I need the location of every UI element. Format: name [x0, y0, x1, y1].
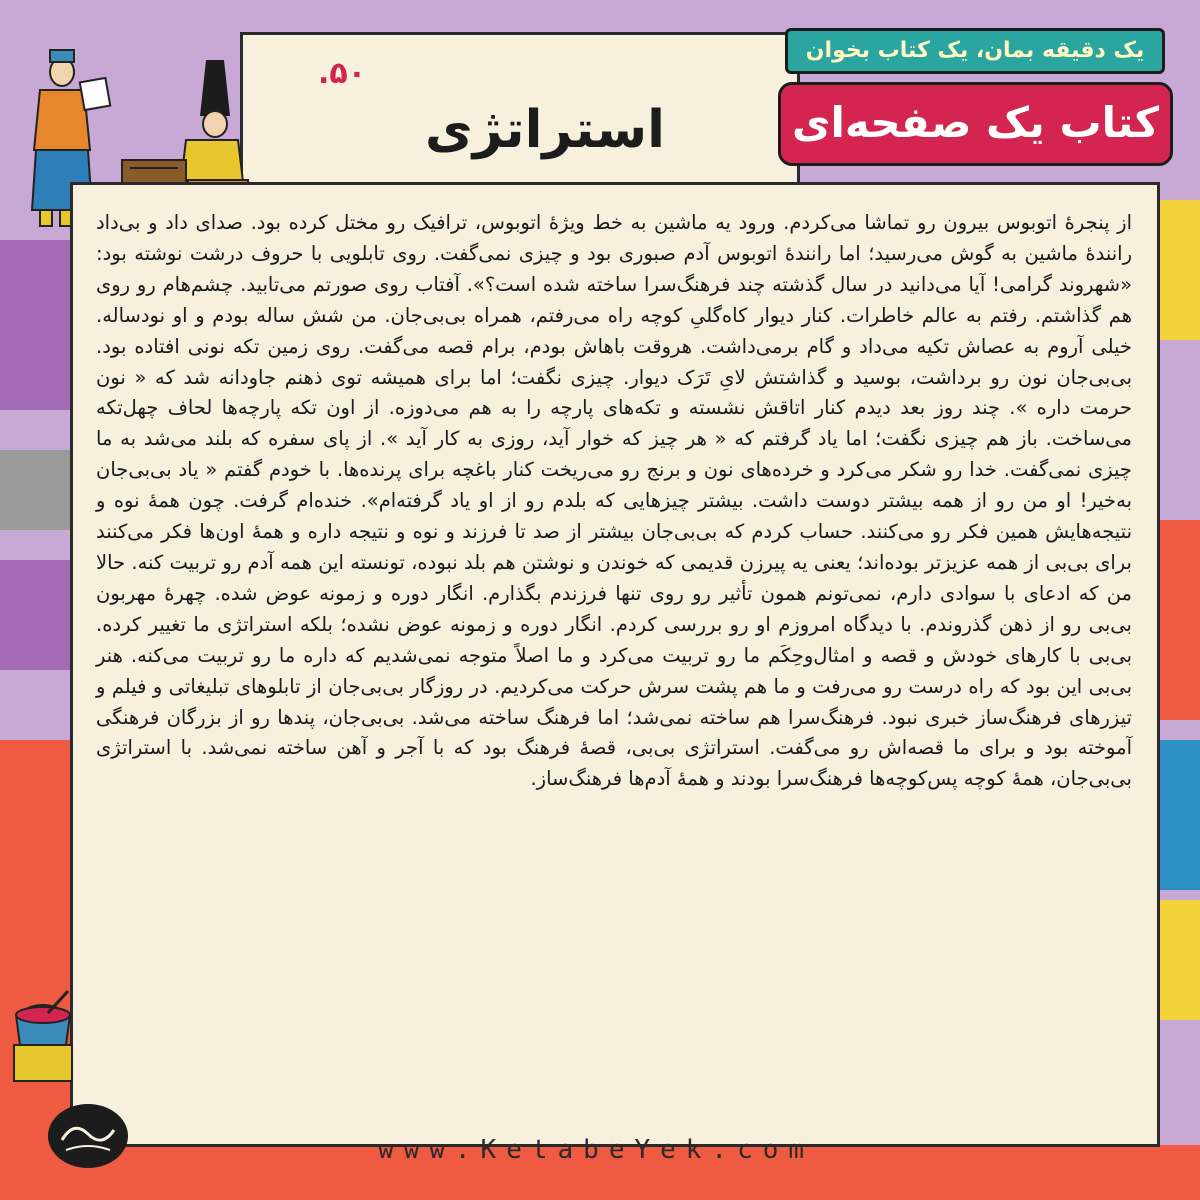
- right-yellow-band: [1160, 200, 1200, 340]
- book-number: ۵۰.: [318, 56, 367, 91]
- brand-banner: کتاب یک صفحه‌ای: [778, 82, 1173, 166]
- right-yellow-band-2: [1160, 900, 1200, 1020]
- left-purple-band-2: [0, 560, 70, 670]
- page-title: استراتژی: [425, 100, 665, 160]
- right-orange-band: [1160, 520, 1200, 720]
- website-url: www.KetabeYek.com: [377, 1135, 815, 1165]
- pot-illustration: [8, 985, 78, 1085]
- slogan-banner: یک دقیقه بمان، یک کتاب بخوان: [785, 28, 1165, 74]
- story-text: [96, 208, 1132, 795]
- story-paragraph: از پنجرۀ اتوبوس بیرون رو تماشا می‌کردم. ورود یه ماشین به خط ویژۀ اتوبوس، ترافیک رو مختل کرده بود. صدای داد و بی‌داد رانندۀ ماشین به گوش می‌رسید؛ اما رانندۀ اتوبوس آدم صبوری بود و چیزی نمی‌گفت. روی تابلویی با حروف درشت نوشته بود: «شهروند گرامی! آیا می‌دانید در سال گذشته چند فرهنگ‌سرا ساخته شده است؟». آفتاب روی صورتم می‌تابید. چشم‌هام رو روی هم گذاشتم. رفتم به عالم خاطرات. کنار دیوار کاه‌گلیِ کوچه راه می‌رفتم، همراه بی‌بی‌جان. من شش ساله بودم و او نودساله. خیلی آروم به عصاش تکیه می‌داد و گام برمی‌داشت. هروقت باهاش بودم، برام قصه می‌گفت. روی زمین تکه نونی افتاده بود. بی‌بی‌جان نون رو برداشت، بوسید و گذاشتش لایِ تَرَک دیوار. چیزی نگفت؛ اما برای همیشه توی ذهنم جاودانه شد که « نون حرمت داره ». چند روز بعد دیدم کنار اتاقش نشسته و تکه‌های پارچه را به هم می‌دوزه. از اون تکه پارچه‌ها لحاف چهل‌تکه می‌ساخت. باز هم چیزی نگفت؛ اما یاد گرفتم که « هر چیز که خوار آید، روزی به کار آید ». از پای سفره که بلند می‌شد به ما چیزی نمی‌گفت. خدا رو شکر می‌کرد و خرده‌های نون و برنج رو می‌ریخت کنار باغچه برای پرنده‌ها. با خودم گفتم « یاد بی‌بی‌جان به‌خیر! او من رو از همه بیشتر دوست داشت. بیشتر چیزهایی که بلدم رو از او یاد گرفته‌ام». خنده‌ام گرفت. چون همۀ نوه و نتیجه‌هایش همین فکر رو می‌کنند. حساب کردم که بی‌بی‌جان بیشتر از صد تا فرزند و نوه و نتیجه داره و همۀ اون‌ها فکر می‌کنند برای بی‌بی از همه عزیزتر بوده‌اند؛ یعنی یه پیرزن قدیمی که خوندن و نوشتن هم بلد نبوده، تونسته این همه آدم رو تربیت کنه. حالا من که ادعای با سوادی دارم، نمی‌تونم همون تأثیر رو روی تنها فرزندم بگذارم. انگار دوره و زمونه عوض شده. چهرۀ مهربون بی‌بی رو از ذهن گذروندم. با دیدگاه امروزم او رو بررسی کردم. انگار دوره و زمونه عوض نشده؛ بلکه استراتژی ما تغییر کرده. بی‌بی با کارهای خودش و قصه و امثال‌وحِکَم ما رو تربیت می‌کرد و ما اصلاً متوجه نمی‌شدیم که داره ما رو تربیت می‌کنه. هنر بی‌بی این بود که راه درست رو می‌رفت و ما هم پشت سرش حرکت می‌کردیم. در روزگار بی‌بی‌جان از تابلوهای تبلیغاتی و فیلم و تیزرهای فرهنگ‌ساز خبری نبود. فرهنگ‌سرا هم ساخته نمی‌شد؛ اما فرهنگ ساخته می‌شد. بی‌بی‌جان، پندها رو از بزرگان فرهنگی آموخته بود و برای ما قصه‌اش رو می‌گفت. استراتژی بی‌بی، قصۀ فرهنگ بود که با آجر و آهن ساخته نمی‌شد. با استراتژی بی‌بی‌جان، همۀ کوچه پس‌کوچه‌ها فرهنگ‌سرا بودند و همۀ آدم‌ها فرهنگ‌ساز.: [96, 211, 1132, 791]
- right-blue-band: [1160, 740, 1200, 890]
- left-gray-band: [0, 450, 70, 530]
- left-purple-band: [0, 240, 70, 410]
- signature-seal: [44, 1100, 132, 1172]
